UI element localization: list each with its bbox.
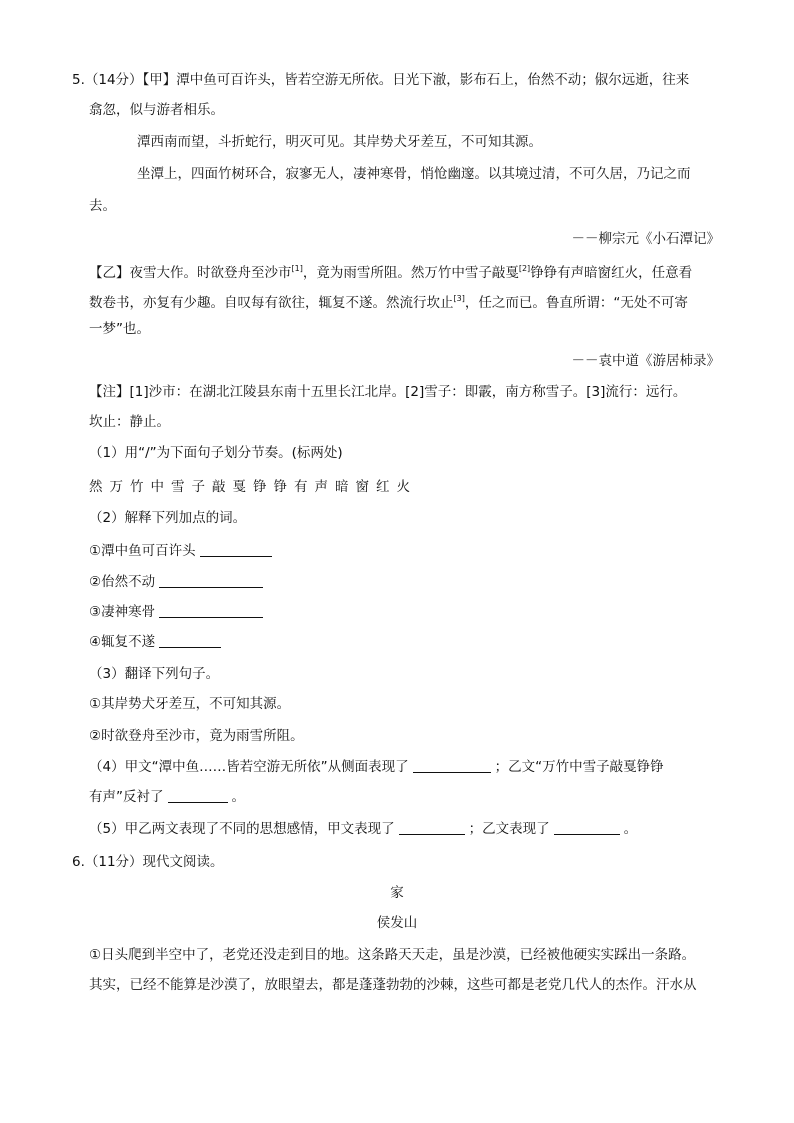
sub5-text: ；乙文表现了 [468, 821, 550, 837]
footnote-ref: [2] [518, 264, 531, 273]
answer-blank[interactable] [200, 542, 272, 557]
yi-text: 铮铮有声暗窗红火，任意看 [530, 265, 693, 281]
word-item [89, 542, 276, 560]
notes-line: 坎止：静止。 [89, 414, 170, 430]
yi-text: 数卷书，亦复有少趣。自叹每有欲往，辄复不遂。然流行坎止 [89, 295, 454, 311]
jia-line: 去。 [89, 198, 116, 214]
translate-item: ①其岸势犬牙差互，不可知其源。 [89, 696, 291, 712]
answer-blank[interactable] [399, 820, 465, 835]
word-item-text: ③凄神寒骨 [89, 604, 156, 620]
q6-header: 6.（11分）现代文阅读。 [72, 854, 224, 870]
q5-header: 5.（14分）【甲】潭中鱼可百许头，皆若空游无所依。日光下澈，影布石上，佁然不动；俶尔远逝，往来 [72, 72, 690, 88]
sub5-text: 。 [623, 821, 638, 837]
yi-source: －－袁中道《游居杮录》 [571, 353, 720, 369]
article-author: 侯发山 [376, 915, 418, 931]
word-item-text: ②佁然不动 [89, 574, 156, 590]
sub-question-5 [89, 820, 637, 838]
footnote-ref: [3] [453, 294, 465, 303]
yi-line: 一梦”也。 [89, 321, 150, 337]
jia-source: －－柳宗元《小石潭记》 [571, 231, 720, 247]
sub4-text: 有声”反衬了 [89, 789, 164, 805]
rhythm-sentence: 然万竹中雪子敲戛铮铮有声暗窗红火 [89, 479, 417, 495]
yi-line [89, 260, 692, 282]
jia-paragraph: 潭西南而望，斗折蛇行，明灭可见。其岸势犬牙差互，不可知其源。 [137, 134, 542, 150]
answer-blank[interactable] [413, 758, 491, 773]
answer-blank[interactable] [159, 603, 263, 618]
translate-item: ②时欲登舟至沙市，竟为雨雪所阻。 [89, 728, 304, 744]
answer-blank[interactable] [168, 788, 228, 803]
answer-blank[interactable] [159, 633, 221, 648]
sub4-text: ；乙文“万竹中雪子敲戛铮铮 [494, 759, 664, 775]
notes-line: 【注】[1]沙市：在湖北江陵县东南十五里长江北岸。[2]雪子：即霰，南方称雪子。[3]流行：远行。 [89, 384, 687, 400]
sub4-text: （4）甲文“潭中鱼……皆若空游无所依”从侧面表现了 [89, 759, 409, 775]
yi-text: ，竟为雨雪所阻。然万竹中雪子敲戛 [302, 265, 519, 281]
article-paragraph: ①日头爬到半空中了，老党还没走到目的地。这条路天天走，虽是沙漠，已经被他硬实实踩出一条路。 [89, 947, 696, 963]
sub-question-3: （3）翻译下列句子。 [89, 666, 220, 682]
sub4-text: 。 [231, 789, 245, 805]
word-item [89, 603, 267, 621]
sub-question-4-cont [89, 788, 245, 806]
answer-blank[interactable] [159, 573, 263, 588]
word-item-text: ①潭中鱼可百许头 [89, 543, 196, 559]
footnote-ref: [1] [291, 264, 303, 273]
word-item [89, 573, 267, 591]
yi-text: ，任之而已。鲁直所谓：“无处不可寄 [464, 295, 688, 311]
sub-question-1: （1）用“/”为下面句子划分节奏。(标两处) [89, 445, 343, 461]
jia-paragraph: 坐潭上，四面竹树环合，寂寥无人，凄神寒骨，悄怆幽邃。以其境过清，不可久居，乃记之而 [137, 166, 691, 182]
answer-blank[interactable] [554, 820, 620, 835]
sub5-text: （5）甲乙两文表现了不同的思想感情，甲文表现了 [89, 821, 395, 837]
yi-text: 【乙】夜雪大作。时欲登舟至沙市 [89, 265, 292, 281]
yi-line [89, 290, 688, 312]
article-paragraph: 其实，已经不能算是沙漠了，放眼望去，都是蓬蓬勃勃的沙棘，这些可都是老党几代人的杰作。汗水从 [89, 977, 697, 993]
word-item-text: ④辄复不遂 [89, 634, 156, 650]
sub-question-2: （2）解释下列加点的词。 [89, 510, 247, 526]
sub-question-4 [89, 758, 664, 776]
article-title: 家 [390, 885, 404, 901]
jia-line: 翕忽，似与游者相乐。 [89, 102, 224, 118]
word-item [89, 633, 225, 651]
